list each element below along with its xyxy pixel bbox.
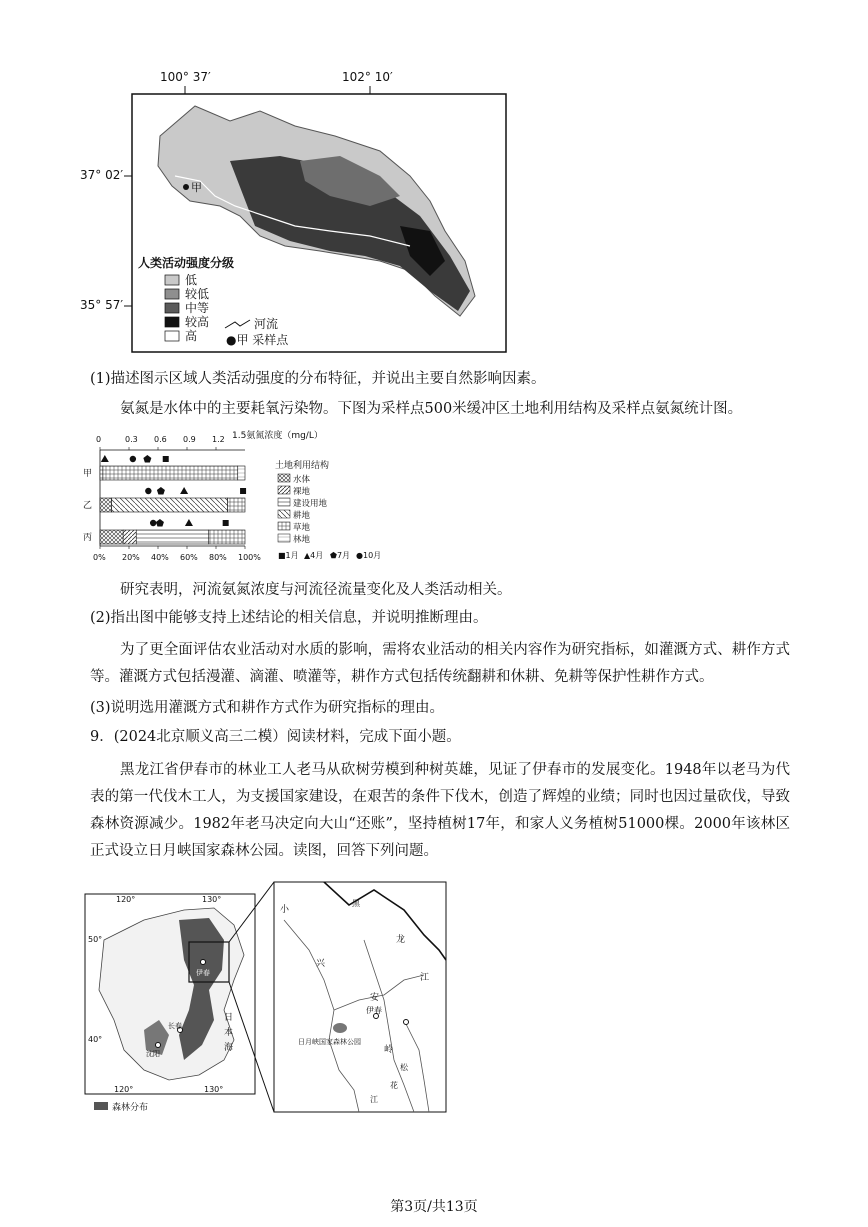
legend-higher: 较高 xyxy=(185,315,210,329)
sea-ben: 本 xyxy=(224,1028,234,1038)
ammonia-marker-apr xyxy=(180,487,188,494)
ammonia-tick-label: 1.2 xyxy=(212,435,225,444)
story-paragraph: 黑龙江省伊春市的林业工人老马从砍树劳模到种树英雄，见证了伊春市的发展变化。1948年以老马为代表的第一代伐木工人，为支援国家建设，在艰苦的条件下伐木，创造了辉煌的业绩；同时也因过量砍伐，导致森林资源减少。1982年老马决定向大山“还账”，坚持植树17年，和家人义务植树51000棵。2000年该林区正式设立日月峡国家森林公园。读图，回答下列问题。 xyxy=(90,762,790,859)
legend-low: 低 xyxy=(185,273,198,287)
land-use-segment xyxy=(136,530,209,544)
label-jiang-1: 江 xyxy=(420,973,430,983)
forest-legend: 森林分布 xyxy=(112,1103,149,1113)
label-hua: 花 xyxy=(390,1081,398,1090)
land-use-segment xyxy=(100,530,123,544)
month-legend-label: ■1月 xyxy=(278,551,299,560)
month-legend-label: ⬟7月 xyxy=(330,551,351,560)
map2-lat-40: 40° xyxy=(88,1035,103,1044)
question-1: (1)描述图示区域人类活动强度的分布特征，并说出主要自然影响因素。 xyxy=(90,371,546,387)
ammonia-marker-jul xyxy=(143,455,151,463)
legend-high: 高 xyxy=(185,329,198,343)
ammonia-marker-jul xyxy=(156,519,164,527)
page-footer: 第3页/共13页 xyxy=(390,1199,478,1215)
label-xiao: 小 xyxy=(280,905,290,915)
legend-river: 河流 xyxy=(254,317,279,331)
ammonia-marker-oct xyxy=(145,488,151,494)
agriculture-paragraph: 为了更全面评估农业活动对水质的影响，需将农业活动的相关内容作为研究指标，如灌溉方式、耕作方式等。灌溉方式包括漫灌、滴灌、喷灌等，耕作方式包括传统翻耕和休耕、免耕等保护性耕作方式。 xyxy=(90,642,790,685)
percent-tick-label: 20% xyxy=(122,553,140,562)
site-label: 甲 xyxy=(83,469,93,479)
label-forest-park: 日月峡国家森林公园 xyxy=(298,1038,361,1046)
land-use-segment xyxy=(112,498,228,512)
land-use-legend-title: 土地利用结构 xyxy=(275,461,330,471)
question-3: (3)说明选用灌溉方式和耕作方式作为研究指标的理由。 xyxy=(90,700,445,716)
land-use-legend-label: 建设用地 xyxy=(293,499,328,509)
land-use-legend-label: 裸地 xyxy=(293,487,311,497)
land-use-segment xyxy=(228,498,245,512)
question-2: (2)指出图中能够支持上述结论的相关信息，并说明推断理由。 xyxy=(90,610,488,626)
lon-label-2: 102° 10′ xyxy=(342,70,393,84)
city-yichun-small: 伊春 xyxy=(196,969,210,977)
forest-map xyxy=(84,880,449,1118)
map2-lon-120-top: 120° xyxy=(116,895,136,904)
human-activity-map xyxy=(80,66,510,356)
percent-tick-label: 80% xyxy=(209,553,227,562)
intro-nitrogen: 氨氮是水体中的主要耗氧污染物。下图为采样点500米缓冲区土地利用结构及采样点氨氮统计图。 xyxy=(120,401,743,417)
map2-lon-120-bottom: 120° xyxy=(114,1085,134,1094)
land-use-segment xyxy=(209,530,245,544)
ammonia-tick-label: 0 xyxy=(96,435,102,444)
label-ling: 岭 xyxy=(384,1045,394,1055)
ammonia-tick-label: 0.3 xyxy=(125,435,138,444)
sea-hai: 海 xyxy=(224,1043,234,1053)
ammonia-marker-apr xyxy=(185,519,193,526)
label-yichun: 伊春 xyxy=(366,1006,382,1015)
land-use-legend-label: 草地 xyxy=(293,523,311,533)
land-use-legend-swatch xyxy=(278,486,290,494)
map2-lat-50: 50° xyxy=(88,935,103,944)
map2-lon-130-top: 130° xyxy=(202,895,222,904)
land-use-legend xyxy=(276,472,386,570)
label-jiang-2: 江 xyxy=(370,1095,378,1104)
city-shenyang: 沈阳 xyxy=(146,1050,160,1058)
land-use-legend-swatch xyxy=(278,498,290,506)
legend-medium: 中等 xyxy=(185,301,210,315)
ammonia-marker-oct xyxy=(150,520,156,526)
legend-lower: 较低 xyxy=(185,287,210,301)
label-hei: 黑 xyxy=(352,899,360,908)
ammonia-marker-jan xyxy=(163,456,169,462)
research-note: 研究表明，河流氨氮浓度与河流径流量变化及人类活动相关。 xyxy=(120,582,512,598)
land-use-legend-label: 水体 xyxy=(293,475,311,485)
percent-tick-label: 0% xyxy=(93,553,106,562)
percent-tick-label: 60% xyxy=(180,553,198,562)
land-use-legend-swatch xyxy=(278,474,290,482)
city-changchun: 长春 xyxy=(168,1022,182,1030)
ammonia-marker-jan xyxy=(240,488,246,494)
label-song: 松 xyxy=(400,1063,408,1072)
site-label: 乙 xyxy=(83,501,93,511)
map1-legend-title: 人类活动强度分级 xyxy=(138,256,235,270)
label-long: 龙 xyxy=(396,935,406,945)
ammonia-marker-oct xyxy=(130,456,136,462)
percent-tick-label: 100% xyxy=(238,553,261,562)
ammonia-marker-apr xyxy=(101,455,109,462)
question-9: 9．(2024北京顺义高三二模）阅读材料，完成下面小题。 xyxy=(90,729,461,745)
month-legend-label: ▲4月 xyxy=(304,551,324,560)
land-use-segment xyxy=(238,466,245,480)
percent-tick-label: 40% xyxy=(151,553,169,562)
sea-ri: 日 xyxy=(224,1013,234,1023)
ammonia-tick-label: 0.6 xyxy=(154,435,167,444)
month-legend-label: ●10月 xyxy=(356,551,382,560)
ammonia-marker-jan xyxy=(223,520,229,526)
site-label: 丙 xyxy=(83,533,93,543)
map2-lon-130-bottom: 130° xyxy=(204,1085,224,1094)
ammonia-tick-label: 0.9 xyxy=(183,435,196,444)
land-use-legend-label: 耕地 xyxy=(293,511,311,521)
label-an: 安 xyxy=(370,993,380,1003)
land-use-legend-swatch xyxy=(278,510,290,518)
land-use-segment xyxy=(100,498,112,512)
label-xing: 兴 xyxy=(316,959,326,969)
ammonia-marker-jul xyxy=(157,487,165,495)
land-use-segment xyxy=(100,466,103,480)
ammonia-axis-label: 1.5氨氮浓度（mg/L） xyxy=(232,431,323,441)
land-use-legend-swatch xyxy=(278,534,290,542)
lat-label-1: 37° 02′ xyxy=(80,168,124,182)
lat-label-2: 35° 57′ xyxy=(80,298,124,312)
land-use-segment xyxy=(103,466,238,480)
land-use-segment xyxy=(123,530,136,544)
legend-sample: ●甲 采样点 xyxy=(226,333,289,347)
land-use-legend-label: 林地 xyxy=(293,535,311,545)
sample-point-label: 甲 xyxy=(191,181,202,194)
land-use-legend-swatch xyxy=(278,522,290,530)
lon-label-1: 100° 37′ xyxy=(160,70,211,84)
